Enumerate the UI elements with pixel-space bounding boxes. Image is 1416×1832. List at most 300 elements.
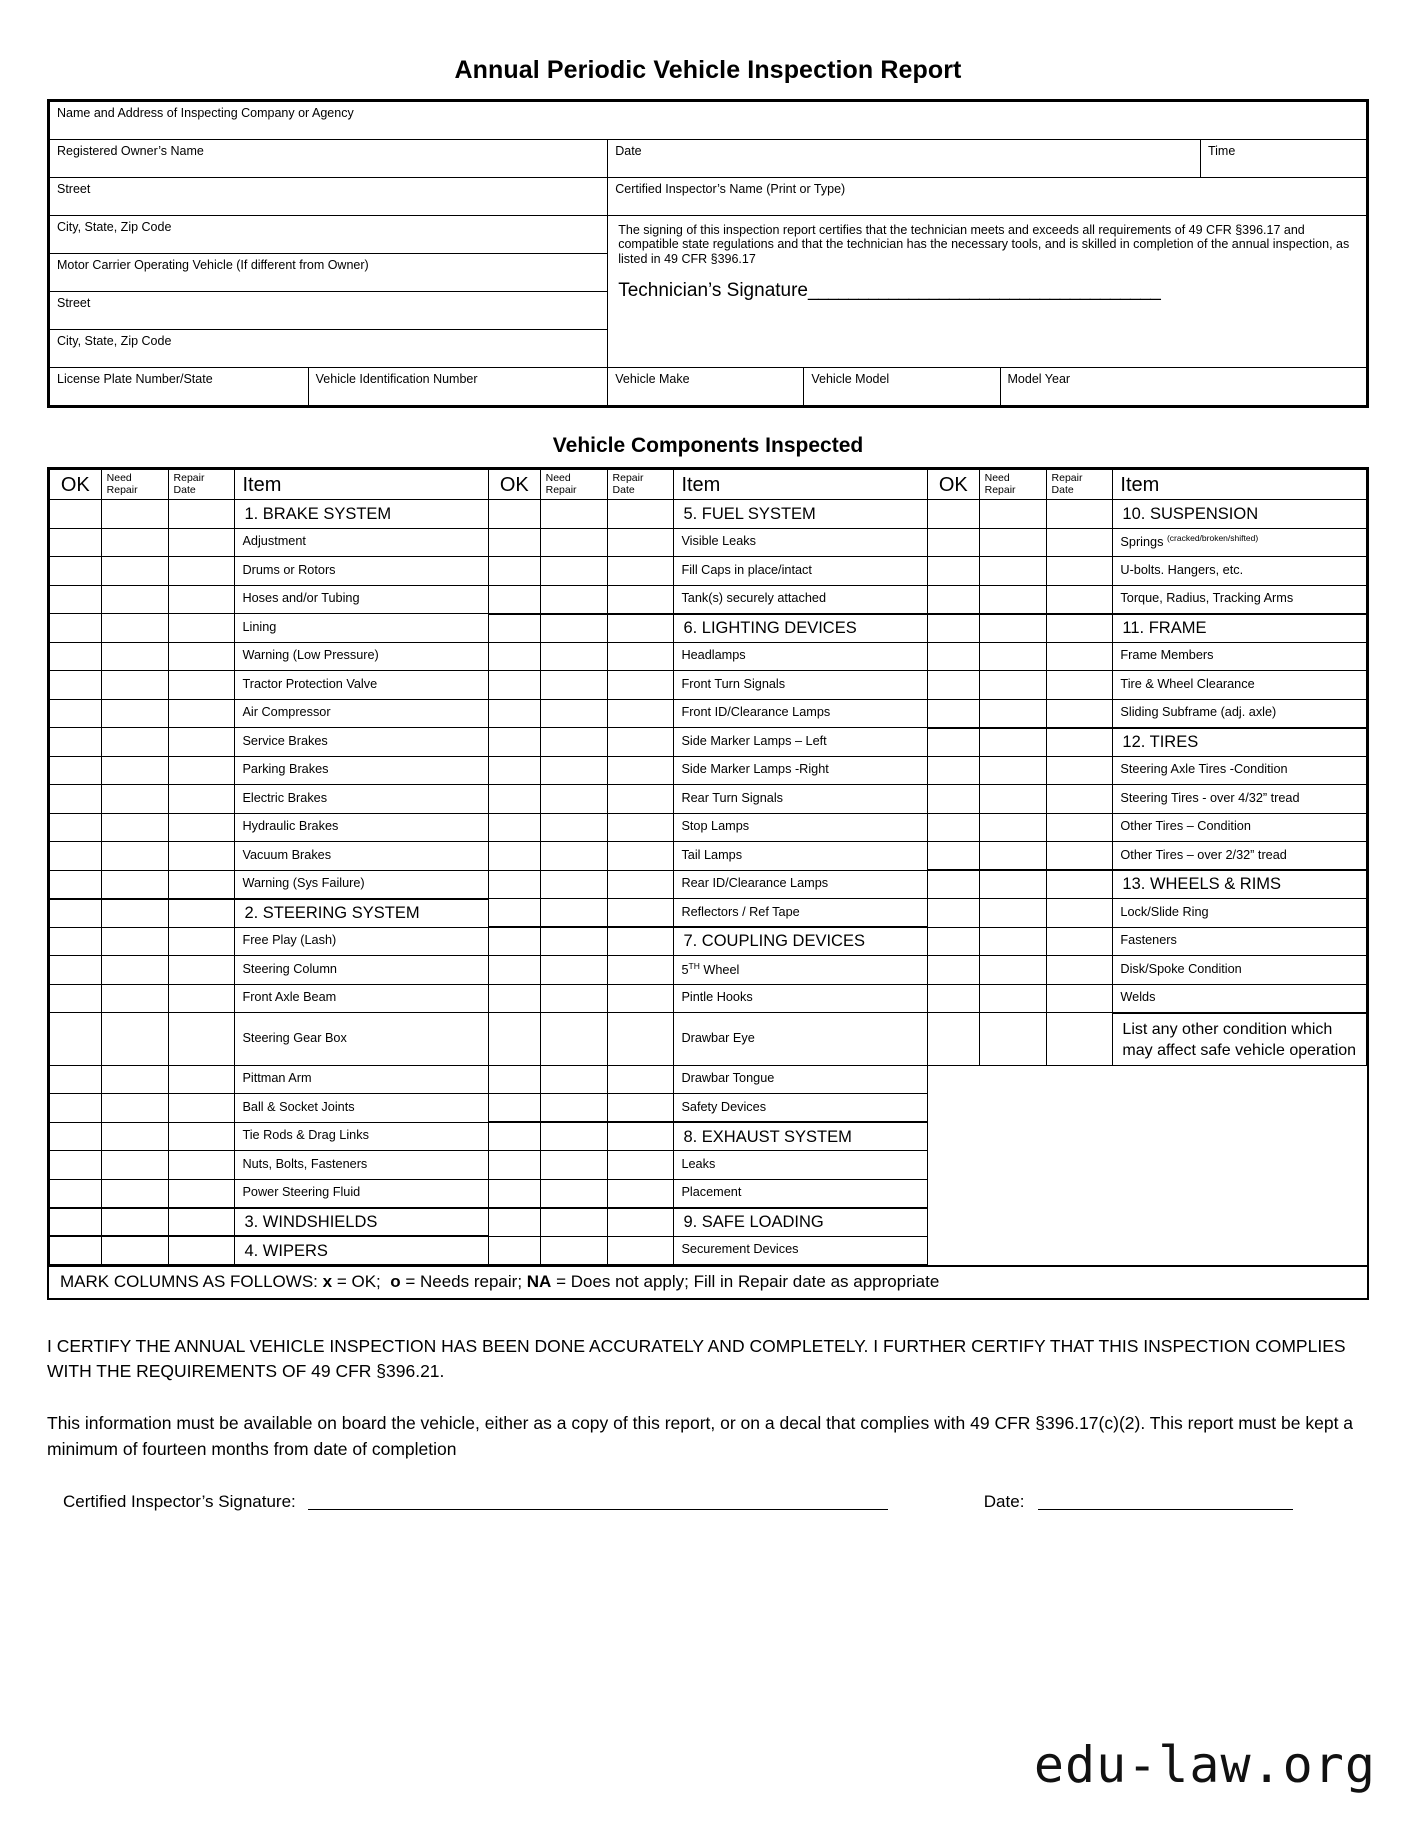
input-repair-date-c3-r5[interactable]	[1046, 614, 1113, 643]
input-repair-date-c3-r18[interactable]	[1046, 984, 1113, 1013]
checkbox-ok-c1-r19[interactable]	[50, 1013, 102, 1066]
inspection-item: Rear ID/Clearance Lamps	[674, 870, 928, 899]
input-repair-date-c2-r26[interactable]	[607, 1236, 674, 1265]
input-repair-date-c3-r1[interactable]	[1046, 500, 1113, 529]
input-repair-date-c1-r23[interactable]	[168, 1151, 235, 1180]
input-repair-date-c2-r2[interactable]	[607, 528, 674, 557]
checkbox-need-repair-c1-r22[interactable]	[101, 1122, 168, 1151]
input-repair-date-c2-r19[interactable]	[607, 1013, 674, 1066]
input-repair-date-c2-r9[interactable]	[607, 728, 674, 757]
input-repair-date-c1-r8[interactable]	[168, 699, 235, 728]
inspection-item: Nuts, Bolts, Fasteners	[235, 1151, 489, 1180]
field-vehicle-make[interactable]	[608, 368, 804, 406]
input-repair-date-c3-r21	[1046, 1094, 1113, 1123]
inspection-item: Adjustment	[235, 528, 489, 557]
checkbox-ok-c1-r17[interactable]	[50, 956, 102, 985]
empty-cell	[1113, 1151, 1367, 1180]
checkbox-need-repair-c2-r19[interactable]	[540, 1013, 607, 1066]
checkbox-need-repair-c1-r13[interactable]	[101, 842, 168, 871]
input-repair-date-c1-r20[interactable]	[168, 1065, 235, 1094]
table-row	[50, 956, 1367, 985]
mark-na: NA	[526, 1272, 552, 1292]
input-repair-date-c2-r20[interactable]	[607, 1065, 674, 1094]
table-row	[50, 756, 1367, 785]
checkbox-need-repair-c2-r14[interactable]	[540, 870, 607, 899]
input-repair-date-c3-r12[interactable]	[1046, 813, 1113, 842]
input-repair-date-c3-r26	[1046, 1236, 1113, 1265]
input-repair-date-c1-r24[interactable]	[168, 1179, 235, 1208]
field-company-name-address[interactable]	[50, 102, 1367, 140]
section-heading: 13. WHEELS & RIMS	[1113, 870, 1367, 899]
input-repair-date-c2-r25[interactable]	[607, 1208, 674, 1237]
input-repair-date-c1-r2[interactable]	[168, 528, 235, 557]
input-repair-date-c2-r16[interactable]	[607, 927, 674, 956]
header-information-table	[47, 99, 1369, 408]
checkbox-need-repair-c3-r5[interactable]	[979, 614, 1046, 643]
input-repair-date-c3-r19[interactable]	[1046, 1013, 1113, 1066]
input-repair-date-c1-r4[interactable]	[168, 585, 235, 614]
header-item-1: Item	[235, 470, 489, 500]
inspection-item: Leaks	[674, 1151, 928, 1180]
field-label: Model Year	[1007, 372, 1071, 386]
checkbox-ok-c3-r8[interactable]	[927, 699, 979, 728]
checkbox-need-repair-c1-r11[interactable]	[101, 785, 168, 814]
checkbox-need-repair-c2-r13[interactable]	[540, 842, 607, 871]
checkbox-need-repair-c3-r20	[979, 1065, 1046, 1094]
checkbox-ok-c2-r5[interactable]	[488, 614, 540, 643]
checkbox-ok-c1-r13[interactable]	[50, 842, 102, 871]
checkbox-need-repair-c3-r19[interactable]	[979, 1013, 1046, 1066]
checkbox-need-repair-c2-r15[interactable]	[540, 899, 607, 928]
checkbox-ok-c2-r20[interactable]	[488, 1065, 540, 1094]
checkbox-need-repair-c3-r25	[979, 1208, 1046, 1237]
checkbox-ok-c2-r17[interactable]	[488, 956, 540, 985]
checkbox-need-repair-c1-r1[interactable]	[101, 500, 168, 529]
checkbox-need-repair-c1-r6[interactable]	[101, 642, 168, 671]
checkbox-need-repair-c3-r11[interactable]	[979, 785, 1046, 814]
checkbox-ok-c3-r13[interactable]	[927, 842, 979, 871]
field-label: Time	[1207, 144, 1236, 158]
input-repair-date-c2-r22[interactable]	[607, 1122, 674, 1151]
checkbox-need-repair-c3-r6[interactable]	[979, 642, 1046, 671]
input-repair-date-c2-r6[interactable]	[607, 642, 674, 671]
checkbox-ok-c1-r2[interactable]	[50, 528, 102, 557]
checkbox-need-repair-c2-r4[interactable]	[540, 585, 607, 614]
checkbox-ok-c3-r18[interactable]	[927, 984, 979, 1013]
checkbox-ok-c2-r1[interactable]	[488, 500, 540, 529]
checkbox-ok-c3-r19[interactable]	[927, 1013, 979, 1066]
checkbox-ok-c2-r10[interactable]	[488, 756, 540, 785]
inspection-item: Steering Axle Tires -Condition	[1113, 756, 1367, 785]
input-repair-date-c2-r13[interactable]	[607, 842, 674, 871]
inspection-item: Vacuum Brakes	[235, 842, 489, 871]
checkbox-need-repair-c2-r17[interactable]	[540, 956, 607, 985]
inspection-item: Ball & Socket Joints	[235, 1094, 489, 1123]
inspection-item: Lock/Slide Ring	[1113, 899, 1367, 928]
checkbox-ok-c2-r22[interactable]	[488, 1122, 540, 1151]
field-label: License Plate Number/State	[57, 372, 213, 386]
checkbox-need-repair-c1-r15[interactable]	[101, 899, 168, 928]
checkbox-ok-c2-r24[interactable]	[488, 1179, 540, 1208]
input-repair-date-c1-r9[interactable]	[168, 728, 235, 757]
components-header-row	[50, 470, 1367, 500]
field-vin[interactable]	[308, 368, 608, 406]
checkbox-need-repair-c3-r8[interactable]	[979, 699, 1046, 728]
checkbox-ok-c2-r21[interactable]	[488, 1094, 540, 1123]
field-certified-inspector-name[interactable]	[608, 178, 1367, 216]
input-repair-date-c2-r4[interactable]	[607, 585, 674, 614]
inspection-item: Power Steering Fluid	[235, 1179, 489, 1208]
checkbox-need-repair-c1-r25[interactable]	[101, 1208, 168, 1237]
input-repair-date-c3-r10[interactable]	[1046, 756, 1113, 785]
input-repair-date-c3-r16[interactable]	[1046, 927, 1113, 956]
input-repair-date-c3-r13[interactable]	[1046, 842, 1113, 871]
checkbox-ok-c2-r8[interactable]	[488, 699, 540, 728]
input-repair-date-c1-r13[interactable]	[168, 842, 235, 871]
checkbox-need-repair-c2-r18[interactable]	[540, 984, 607, 1013]
checkbox-ok-c2-r9[interactable]	[488, 728, 540, 757]
field-motor-carrier[interactable]	[50, 254, 608, 292]
checkbox-need-repair-c1-r17[interactable]	[101, 956, 168, 985]
inspection-item: U-bolts. Hangers, etc.	[1113, 557, 1367, 586]
header-ok-1: OK	[50, 470, 102, 500]
field-registered-owner-name[interactable]	[50, 140, 608, 178]
section-heading: 3. WINDSHIELDS	[235, 1208, 489, 1237]
checkbox-need-repair-c2-r6[interactable]	[540, 642, 607, 671]
signature-rule: ___________________________________	[808, 280, 1161, 302]
checkbox-ok-c1-r1[interactable]	[50, 500, 102, 529]
checkbox-need-repair-c1-r18[interactable]	[101, 984, 168, 1013]
checkbox-need-repair-c1-r7[interactable]	[101, 671, 168, 700]
checkbox-ok-c3-r1[interactable]	[927, 500, 979, 529]
checkbox-ok-c2-r2[interactable]	[488, 528, 540, 557]
checkbox-need-repair-c3-r23	[979, 1151, 1046, 1180]
input-repair-date-c3-r15[interactable]	[1046, 899, 1113, 928]
input-repair-date-c1-r15[interactable]	[168, 899, 235, 928]
input-repair-date-c2-r23[interactable]	[607, 1151, 674, 1180]
checkbox-ok-c3-r6[interactable]	[927, 642, 979, 671]
checkbox-need-repair-c1-r4[interactable]	[101, 585, 168, 614]
checkbox-need-repair-c3-r13[interactable]	[979, 842, 1046, 871]
checkbox-ok-c1-r12[interactable]	[50, 813, 102, 842]
input-repair-date-c1-r10[interactable]	[168, 756, 235, 785]
field-label: Vehicle Identification Number	[315, 372, 478, 386]
field-carrier-street[interactable]	[50, 292, 608, 330]
checkbox-ok-c1-r3[interactable]	[50, 557, 102, 586]
checkbox-ok-c1-r4[interactable]	[50, 585, 102, 614]
checkbox-ok-c2-r7[interactable]	[488, 671, 540, 700]
checkbox-need-repair-c2-r25[interactable]	[540, 1208, 607, 1237]
header-item-2: Item	[674, 470, 928, 500]
input-repair-date-c2-r21[interactable]	[607, 1094, 674, 1123]
checkbox-need-repair-c2-r2[interactable]	[540, 528, 607, 557]
input-repair-date-c2-r3[interactable]	[607, 557, 674, 586]
field-license-plate[interactable]	[50, 368, 309, 406]
checkbox-ok-c1-r24[interactable]	[50, 1179, 102, 1208]
checkbox-need-repair-c2-r12[interactable]	[540, 813, 607, 842]
checkbox-ok-c2-r14[interactable]	[488, 870, 540, 899]
checkbox-need-repair-c1-r8[interactable]	[101, 699, 168, 728]
checkbox-need-repair-c3-r18[interactable]	[979, 984, 1046, 1013]
input-repair-date-c3-r22	[1046, 1122, 1113, 1151]
checkbox-ok-c3-r2[interactable]	[927, 528, 979, 557]
checkbox-ok-c2-r4[interactable]	[488, 585, 540, 614]
inspection-item: Pintle Hooks	[674, 984, 928, 1013]
checkbox-ok-c1-r23[interactable]	[50, 1151, 102, 1180]
inspector-date-label: Date:	[983, 1492, 1025, 1512]
input-repair-date-c1-r12[interactable]	[168, 813, 235, 842]
input-repair-date-c1-r17[interactable]	[168, 956, 235, 985]
checkbox-need-repair-c3-r4[interactable]	[979, 585, 1046, 614]
checkbox-need-repair-c2-r11[interactable]	[540, 785, 607, 814]
checkbox-ok-c2-r15[interactable]	[488, 899, 540, 928]
checkbox-ok-c3-r14[interactable]	[927, 870, 979, 899]
inspection-item: Warning (Sys Failure)	[235, 870, 489, 899]
checkbox-ok-c2-r16[interactable]	[488, 927, 540, 956]
certification-statement	[608, 216, 1367, 368]
input-repair-date-c2-r1[interactable]	[607, 500, 674, 529]
checkbox-ok-c1-r20[interactable]	[50, 1065, 102, 1094]
checkbox-need-repair-c1-r20[interactable]	[101, 1065, 168, 1094]
checkbox-ok-c3-r3[interactable]	[927, 557, 979, 586]
table-row	[50, 585, 1367, 614]
checkbox-need-repair-c2-r5[interactable]	[540, 614, 607, 643]
table-row	[50, 1013, 1367, 1066]
header-need-repair-1: Need Repair	[101, 470, 168, 500]
input-repair-date-c1-r5[interactable]	[168, 614, 235, 643]
checkbox-need-repair-c2-r1[interactable]	[540, 500, 607, 529]
header-need-repair-3: Need Repair	[979, 470, 1046, 500]
checkbox-need-repair-c2-r23[interactable]	[540, 1151, 607, 1180]
inspector-signature-input[interactable]	[308, 1489, 888, 1510]
checkbox-need-repair-c3-r9[interactable]	[979, 728, 1046, 757]
input-repair-date-c1-r21[interactable]	[168, 1094, 235, 1123]
checkbox-ok-c1-r6[interactable]	[50, 642, 102, 671]
input-repair-date-c1-r11[interactable]	[168, 785, 235, 814]
field-label: City, State, Zip Code	[57, 334, 172, 348]
inspection-item: Welds	[1113, 984, 1367, 1013]
input-repair-date-c2-r14[interactable]	[607, 870, 674, 899]
checkbox-need-repair-c3-r1[interactable]	[979, 500, 1046, 529]
checkbox-need-repair-c3-r17[interactable]	[979, 956, 1046, 985]
inspection-item: Front ID/Clearance Lamps	[674, 699, 928, 728]
checkbox-need-repair-c2-r26[interactable]	[540, 1236, 607, 1265]
input-repair-date-c3-r14[interactable]	[1046, 870, 1113, 899]
input-repair-date-c3-r3[interactable]	[1046, 557, 1113, 586]
inspection-item: Headlamps	[674, 642, 928, 671]
field-vehicle-model[interactable]	[804, 368, 1000, 406]
input-repair-date-c2-r11[interactable]	[607, 785, 674, 814]
input-repair-date-c3-r7[interactable]	[1046, 671, 1113, 700]
checkbox-need-repair-c1-r26[interactable]	[101, 1236, 168, 1265]
checkbox-need-repair-c3-r10[interactable]	[979, 756, 1046, 785]
input-repair-date-c3-r8[interactable]	[1046, 699, 1113, 728]
checkbox-ok-c3-r17[interactable]	[927, 956, 979, 985]
input-repair-date-c2-r15[interactable]	[607, 899, 674, 928]
checkbox-ok-c3-r4[interactable]	[927, 585, 979, 614]
input-repair-date-c3-r6[interactable]	[1046, 642, 1113, 671]
input-repair-date-c1-r26[interactable]	[168, 1236, 235, 1265]
checkbox-ok-c3-r11[interactable]	[927, 785, 979, 814]
checkbox-ok-c1-r11[interactable]	[50, 785, 102, 814]
checkbox-need-repair-c3-r12[interactable]	[979, 813, 1046, 842]
table-row	[50, 728, 1367, 757]
checkbox-ok-c1-r8[interactable]	[50, 699, 102, 728]
field-label: Street	[57, 182, 91, 196]
checkbox-ok-c1-r14[interactable]	[50, 870, 102, 899]
checkbox-ok-c3-r5[interactable]	[927, 614, 979, 643]
input-repair-date-c3-r9[interactable]	[1046, 728, 1113, 757]
field-carrier-city-state-zip[interactable]	[50, 330, 608, 368]
input-repair-date-c2-r18[interactable]	[607, 984, 674, 1013]
input-repair-date-c2-r8[interactable]	[607, 699, 674, 728]
input-repair-date-c3-r4[interactable]	[1046, 585, 1113, 614]
checkbox-ok-c1-r9[interactable]	[50, 728, 102, 757]
inspection-item: Torque, Radius, Tracking Arms	[1113, 585, 1367, 614]
checkbox-need-repair-c1-r19[interactable]	[101, 1013, 168, 1066]
checkbox-need-repair-c2-r10[interactable]	[540, 756, 607, 785]
field-date[interactable]	[608, 140, 1201, 178]
checkbox-need-repair-c1-r10[interactable]	[101, 756, 168, 785]
checkbox-ok-c2-r26[interactable]	[488, 1236, 540, 1265]
inspection-item: Front Turn Signals	[674, 671, 928, 700]
input-repair-date-c1-r3[interactable]	[168, 557, 235, 586]
field-label: Motor Carrier Operating Vehicle (If different from Owner)	[57, 258, 369, 272]
empty-cell	[1113, 1179, 1367, 1208]
checkbox-need-repair-c1-r9[interactable]	[101, 728, 168, 757]
input-repair-date-c2-r17[interactable]	[607, 956, 674, 985]
inspection-item: Placement	[674, 1179, 928, 1208]
input-repair-date-c2-r24[interactable]	[607, 1179, 674, 1208]
checkbox-ok-c2-r25[interactable]	[488, 1208, 540, 1237]
field-model-year[interactable]	[1000, 368, 1366, 406]
checkbox-ok-c1-r26[interactable]	[50, 1236, 102, 1265]
checkbox-ok-c1-r7[interactable]	[50, 671, 102, 700]
checkbox-need-repair-c2-r22[interactable]	[540, 1122, 607, 1151]
checkbox-ok-c3-r26	[927, 1236, 979, 1265]
checkbox-need-repair-c2-r24[interactable]	[540, 1179, 607, 1208]
checkbox-need-repair-c3-r14[interactable]	[979, 870, 1046, 899]
checkbox-need-repair-c2-r7[interactable]	[540, 671, 607, 700]
checkbox-need-repair-c2-r20[interactable]	[540, 1065, 607, 1094]
field-owner-city-state-zip[interactable]	[50, 216, 608, 254]
inspection-item: Securement Devices	[674, 1236, 928, 1265]
checkbox-need-repair-c2-r21[interactable]	[540, 1094, 607, 1123]
checkbox-ok-c2-r23[interactable]	[488, 1151, 540, 1180]
checkbox-ok-c3-r10[interactable]	[927, 756, 979, 785]
input-repair-date-c2-r10[interactable]	[607, 756, 674, 785]
input-repair-date-c1-r22[interactable]	[168, 1122, 235, 1151]
inspection-item: Hoses and/or Tubing	[235, 585, 489, 614]
checkbox-ok-c1-r18[interactable]	[50, 984, 102, 1013]
input-repair-date-c3-r23	[1046, 1151, 1113, 1180]
table-row	[50, 671, 1367, 700]
checkbox-ok-c1-r21[interactable]	[50, 1094, 102, 1123]
checkbox-need-repair-c3-r3[interactable]	[979, 557, 1046, 586]
inspection-item: Tractor Protection Valve	[235, 671, 489, 700]
checkbox-need-repair-c2-r3[interactable]	[540, 557, 607, 586]
checkbox-ok-c3-r15[interactable]	[927, 899, 979, 928]
technician-signature-label: Technician’s Signature	[618, 280, 809, 302]
technician-signature-line[interactable]	[618, 266, 1358, 302]
checkbox-ok-c3-r9[interactable]	[927, 728, 979, 757]
checkbox-ok-c2-r6[interactable]	[488, 642, 540, 671]
input-repair-date-c3-r2[interactable]	[1046, 528, 1113, 557]
checkbox-need-repair-c1-r3[interactable]	[101, 557, 168, 586]
checkbox-ok-c2-r12[interactable]	[488, 813, 540, 842]
checkbox-ok-c2-r19[interactable]	[488, 1013, 540, 1066]
checkbox-ok-c2-r11[interactable]	[488, 785, 540, 814]
checkbox-need-repair-c1-r24[interactable]	[101, 1179, 168, 1208]
checkbox-ok-c2-r13[interactable]	[488, 842, 540, 871]
checkbox-ok-c1-r25[interactable]	[50, 1208, 102, 1237]
checkbox-need-repair-c1-r14[interactable]	[101, 870, 168, 899]
checkbox-need-repair-c3-r2[interactable]	[979, 528, 1046, 557]
inspector-signature-label: Certified Inspector’s Signature:	[63, 1492, 296, 1512]
inspector-date-input[interactable]	[1038, 1489, 1293, 1510]
field-time[interactable]	[1200, 140, 1366, 178]
field-label: Registered Owner’s Name	[57, 144, 204, 158]
checkbox-need-repair-c1-r23[interactable]	[101, 1151, 168, 1180]
checkbox-ok-c1-r10[interactable]	[50, 756, 102, 785]
input-repair-date-c1-r18[interactable]	[168, 984, 235, 1013]
input-repair-date-c1-r16[interactable]	[168, 927, 235, 956]
input-repair-date-c3-r11[interactable]	[1046, 785, 1113, 814]
input-repair-date-c3-r25	[1046, 1208, 1113, 1237]
input-repair-date-c3-r17[interactable]	[1046, 956, 1113, 985]
checkbox-need-repair-c1-r5[interactable]	[101, 614, 168, 643]
header-need-repair-2: Need Repair	[540, 470, 607, 500]
checkbox-ok-c3-r7[interactable]	[927, 671, 979, 700]
mark-columns-instructions	[47, 1267, 1369, 1299]
input-repair-date-c2-r5[interactable]	[607, 614, 674, 643]
checkbox-ok-c1-r22[interactable]	[50, 1122, 102, 1151]
field-owner-street[interactable]	[50, 178, 608, 216]
table-row	[50, 699, 1367, 728]
checkbox-need-repair-c3-r7[interactable]	[979, 671, 1046, 700]
checkbox-need-repair-c1-r2[interactable]	[101, 528, 168, 557]
input-repair-date-c1-r1[interactable]	[168, 500, 235, 529]
checkbox-ok-c2-r3[interactable]	[488, 557, 540, 586]
checkbox-ok-c3-r16[interactable]	[927, 927, 979, 956]
checkbox-ok-c3-r12[interactable]	[927, 813, 979, 842]
checkbox-need-repair-c2-r16[interactable]	[540, 927, 607, 956]
input-repair-date-c1-r25[interactable]	[168, 1208, 235, 1237]
inspection-item: Hydraulic Brakes	[235, 813, 489, 842]
checkbox-need-repair-c3-r16[interactable]	[979, 927, 1046, 956]
checkbox-need-repair-c2-r9[interactable]	[540, 728, 607, 757]
input-repair-date-c1-r19[interactable]	[168, 1013, 235, 1066]
checkbox-need-repair-c3-r15[interactable]	[979, 899, 1046, 928]
inspection-item: Warning (Low Pressure)	[235, 642, 489, 671]
input-repair-date-c2-r12[interactable]	[607, 813, 674, 842]
checkbox-ok-c2-r18[interactable]	[488, 984, 540, 1013]
checkbox-ok-c1-r16[interactable]	[50, 927, 102, 956]
checkbox-ok-c1-r15[interactable]	[50, 899, 102, 928]
input-repair-date-c1-r6[interactable]	[168, 642, 235, 671]
table-row	[50, 557, 1367, 586]
checkbox-need-repair-c1-r21[interactable]	[101, 1094, 168, 1123]
checkbox-need-repair-c1-r16[interactable]	[101, 927, 168, 956]
checkbox-ok-c1-r5[interactable]	[50, 614, 102, 643]
inspection-item: Drawbar Tongue	[674, 1065, 928, 1094]
table-row	[50, 1094, 1367, 1123]
input-repair-date-c1-r14[interactable]	[168, 870, 235, 899]
checkbox-need-repair-c2-r8[interactable]	[540, 699, 607, 728]
input-repair-date-c2-r7[interactable]	[607, 671, 674, 700]
input-repair-date-c1-r7[interactable]	[168, 671, 235, 700]
checkbox-need-repair-c1-r12[interactable]	[101, 813, 168, 842]
